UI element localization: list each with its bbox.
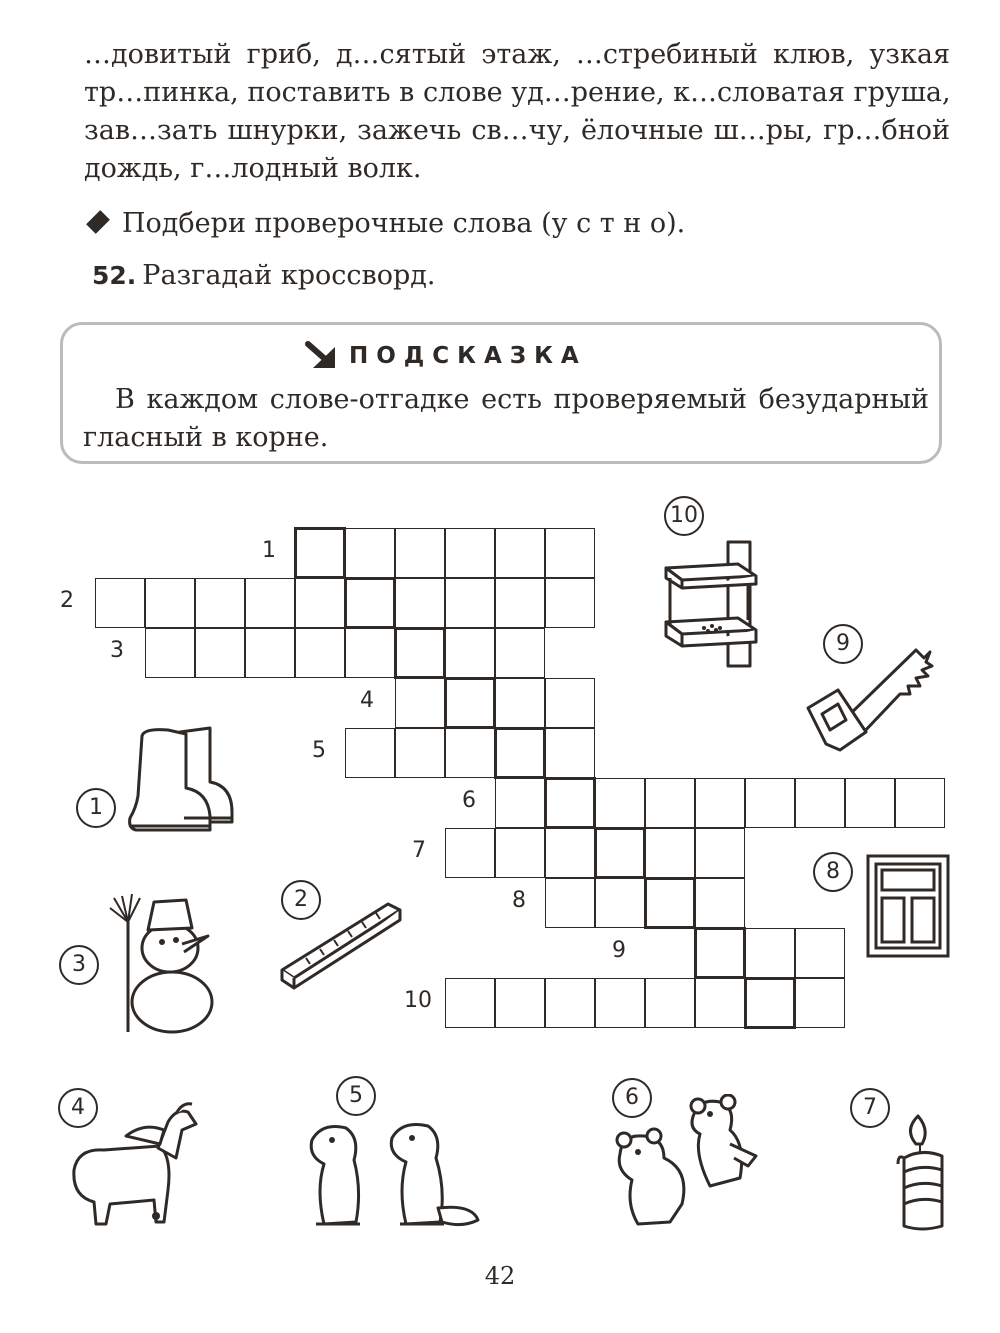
crossword-cell[interactable] bbox=[745, 928, 795, 978]
crossword-cell[interactable] bbox=[495, 778, 545, 828]
crossword-cell[interactable] bbox=[545, 578, 595, 628]
task-heading bbox=[92, 258, 435, 294]
crossword-row-number: 9 bbox=[612, 938, 626, 963]
crossword-cell[interactable] bbox=[545, 528, 595, 578]
crossword-cell[interactable] bbox=[445, 578, 495, 628]
hint-text bbox=[83, 381, 929, 457]
crossword-key-cell[interactable] bbox=[594, 827, 646, 879]
bullet-text: Подбери проверочные слова (у с т н о). bbox=[122, 208, 686, 239]
crossword-cell[interactable] bbox=[695, 878, 745, 928]
felt-boots-icon bbox=[124, 722, 236, 840]
crossword-cell[interactable] bbox=[95, 578, 145, 628]
saw-icon bbox=[804, 640, 934, 754]
crossword-key-cell[interactable] bbox=[744, 977, 796, 1029]
picture-number-badge: 6 bbox=[612, 1078, 652, 1118]
crossword-row-number: 7 bbox=[412, 838, 426, 863]
crossword-cell[interactable] bbox=[545, 878, 595, 928]
crossword-cell[interactable] bbox=[595, 778, 645, 828]
crossword-cell[interactable] bbox=[795, 778, 845, 828]
crossword-cell[interactable] bbox=[395, 528, 445, 578]
crossword-key-cell[interactable] bbox=[494, 727, 546, 779]
picture-number-badge: 1 bbox=[76, 788, 116, 828]
crossword-cell[interactable] bbox=[495, 628, 545, 678]
task-number: 52. bbox=[92, 261, 137, 290]
bear-cubs-icon bbox=[610, 1094, 760, 1234]
crossword-cell[interactable] bbox=[695, 828, 745, 878]
crossword-row-number: 8 bbox=[512, 888, 526, 913]
paragraph-line: дождь, г…лодный волк. bbox=[84, 153, 422, 184]
crossword-cell[interactable] bbox=[745, 778, 795, 828]
crossword-cell[interactable] bbox=[645, 978, 695, 1028]
goat-icon bbox=[64, 1100, 200, 1230]
crossword-cell[interactable] bbox=[395, 728, 445, 778]
picture-number-badge: 5 bbox=[336, 1076, 376, 1116]
crossword-cell[interactable] bbox=[695, 978, 745, 1028]
crossword-cell[interactable] bbox=[245, 578, 295, 628]
crossword-cell[interactable] bbox=[245, 628, 295, 678]
crossword-cell[interactable] bbox=[195, 628, 245, 678]
crossword-cell[interactable] bbox=[595, 878, 645, 928]
crossword-cell[interactable] bbox=[395, 578, 445, 628]
crossword-row-number: 4 bbox=[360, 688, 374, 713]
crossword-key-cell[interactable] bbox=[644, 877, 696, 929]
arrow-down-right-icon bbox=[305, 341, 339, 371]
crossword-cell[interactable] bbox=[645, 828, 695, 878]
crossword-key-cell[interactable] bbox=[394, 627, 446, 679]
crossword-cell[interactable] bbox=[695, 778, 745, 828]
crossword-cell[interactable] bbox=[145, 578, 195, 628]
crossword-cell[interactable] bbox=[495, 678, 545, 728]
bird-feeder-icon bbox=[660, 536, 770, 670]
crossword-key-cell[interactable] bbox=[294, 527, 346, 579]
crossword-row-number: 10 bbox=[404, 988, 432, 1013]
candle-icon bbox=[894, 1114, 952, 1234]
page-number: 42 bbox=[484, 1262, 516, 1290]
oral-task-bullet bbox=[90, 206, 685, 242]
ruler-icon bbox=[276, 896, 406, 992]
crossword-cell[interactable] bbox=[545, 728, 595, 778]
crossword-cell[interactable] bbox=[545, 678, 595, 728]
window-icon bbox=[862, 852, 954, 960]
picture-number-badge: 4 bbox=[58, 1088, 98, 1128]
picture-number-badge: 3 bbox=[59, 945, 99, 985]
diamond-icon bbox=[86, 210, 110, 234]
crossword-cell[interactable] bbox=[445, 528, 495, 578]
snowman-icon bbox=[104, 892, 220, 1036]
hint-line: В каждом слове-отгадке есть проверяемый безударный bbox=[115, 384, 929, 415]
crossword-cell[interactable] bbox=[845, 778, 895, 828]
crossword-cell[interactable] bbox=[295, 628, 345, 678]
hint-box bbox=[60, 322, 942, 464]
crossword-cell[interactable] bbox=[495, 528, 545, 578]
crossword-key-cell[interactable] bbox=[694, 927, 746, 979]
hint-title bbox=[349, 343, 587, 369]
crossword-cell[interactable] bbox=[345, 728, 395, 778]
crossword-cell[interactable] bbox=[895, 778, 945, 828]
task-text: Разгадай кроссворд. bbox=[142, 260, 436, 291]
crossword-cell[interactable] bbox=[495, 978, 545, 1028]
exercise-paragraph bbox=[84, 36, 950, 188]
crossword-cell[interactable] bbox=[445, 978, 495, 1028]
crossword-cell[interactable] bbox=[495, 828, 545, 878]
crossword-row-number: 3 bbox=[110, 638, 124, 663]
picture-number-badge: 10 bbox=[664, 496, 704, 536]
crossword-cell[interactable] bbox=[145, 628, 195, 678]
paragraph-line: тр…пинка, поставить в слове уд…рение, к…словатая груша, bbox=[84, 77, 951, 108]
crossword-cell[interactable] bbox=[295, 578, 345, 628]
crossword-cell[interactable] bbox=[195, 578, 245, 628]
crossword-cell[interactable] bbox=[445, 828, 495, 878]
crossword-key-cell[interactable] bbox=[444, 677, 496, 729]
picture-number-badge: 2 bbox=[281, 880, 321, 920]
crossword-row-number: 2 bbox=[60, 588, 74, 613]
crossword-cell[interactable] bbox=[795, 978, 845, 1028]
picture-number-badge: 8 bbox=[813, 852, 853, 892]
crossword-cell[interactable] bbox=[445, 628, 495, 678]
crossword-key-cell[interactable] bbox=[344, 577, 396, 629]
crossword-cell[interactable] bbox=[345, 628, 395, 678]
crossword-row-number: 1 bbox=[262, 538, 276, 563]
crossword-cell[interactable] bbox=[645, 778, 695, 828]
crossword-cell[interactable] bbox=[395, 678, 445, 728]
paragraph-line: …довитый гриб, д…сятый этаж, …стребиный клюв, узкая bbox=[84, 39, 950, 70]
crossword-cell[interactable] bbox=[445, 728, 495, 778]
hint-line: гласный в корне. bbox=[83, 422, 329, 453]
crossword-key-cell[interactable] bbox=[544, 777, 596, 829]
crossword-cell[interactable] bbox=[345, 528, 395, 578]
crossword-row-number: 5 bbox=[312, 738, 326, 763]
picture-number-badge: 9 bbox=[823, 624, 863, 664]
beavers-icon bbox=[302, 1120, 482, 1230]
crossword-cell[interactable] bbox=[495, 578, 545, 628]
crossword-cell[interactable] bbox=[595, 978, 645, 1028]
crossword-cell[interactable] bbox=[545, 828, 595, 878]
crossword-cell[interactable] bbox=[545, 978, 595, 1028]
picture-number-badge: 7 bbox=[850, 1088, 890, 1128]
paragraph-line: зав…зать шнурки, зажечь св…чу, ёлочные ш…ры, гр…бной bbox=[84, 115, 950, 146]
crossword-row-number: 6 bbox=[462, 788, 476, 813]
crossword-cell[interactable] bbox=[795, 928, 845, 978]
hint-title-text: ПОДСКАЗКА bbox=[349, 343, 587, 369]
